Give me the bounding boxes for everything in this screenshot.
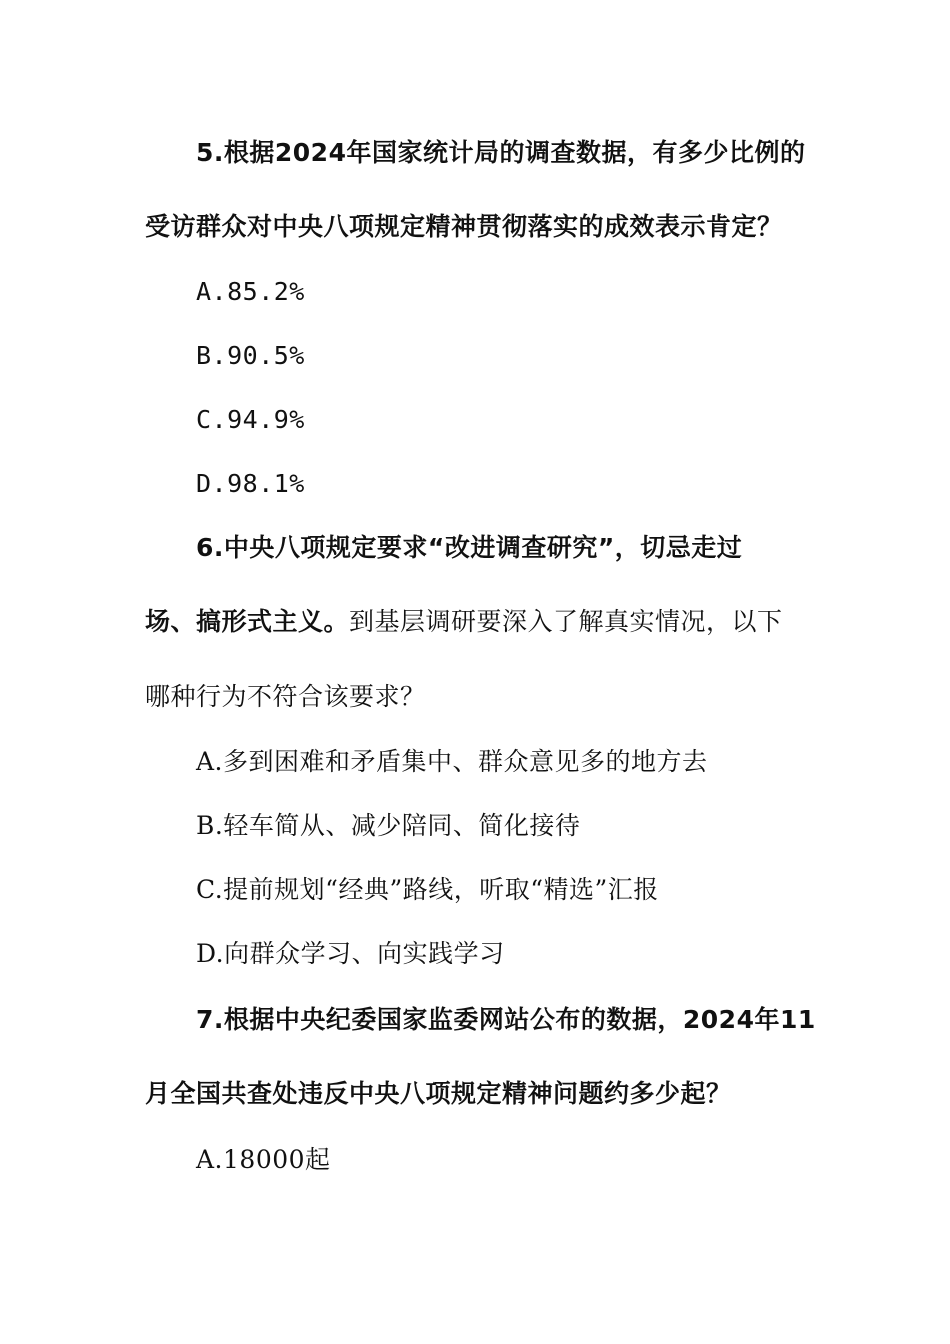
question-5-option-b: B.90.5%	[196, 341, 305, 370]
question-6-line-2-normal: 到基层调研要深入了解真实情况，以下	[349, 607, 783, 636]
question-7-line-2: 月全国共查处违反中央八项规定精神问题约多少起？	[145, 1079, 732, 1108]
question-5-line-1: 5.根据2024年国家统计局的调查数据，有多少比例的	[196, 138, 806, 167]
question-6-option-c: C.提前规划“经典”路线，听取“精选”汇报	[196, 875, 659, 904]
question-6-line-2	[145, 606, 783, 638]
question-6-option-a: A.多到困难和矛盾集中、群众意见多的地方去	[196, 747, 708, 776]
question-6-option-d: D.向群众学习、向实践学习	[196, 939, 505, 968]
question-6-option-b: B.轻车简从、减少陪同、简化接待	[196, 811, 581, 840]
question-7-line-1: 7.根据中央纪委国家监委网站公布的数据，2024年11	[196, 1005, 816, 1034]
question-6-line-2-bold: 场、搞形式主义。	[145, 607, 350, 636]
question-6-line-3: 哪种行为不符合该要求？	[145, 682, 426, 711]
question-5-option-c: C.94.9%	[196, 405, 305, 434]
question-7-option-a: A.18000起	[196, 1145, 331, 1174]
question-6-line-1: 6.中央八项规定要求“改进调查研究”，切忌走过	[196, 533, 743, 562]
question-5-line-2: 受访群众对中央八项规定精神贯彻落实的成效表示肯定？	[145, 212, 783, 241]
question-5-option-a: A.85.2%	[196, 277, 305, 306]
question-5-option-d: D.98.1%	[196, 469, 305, 498]
